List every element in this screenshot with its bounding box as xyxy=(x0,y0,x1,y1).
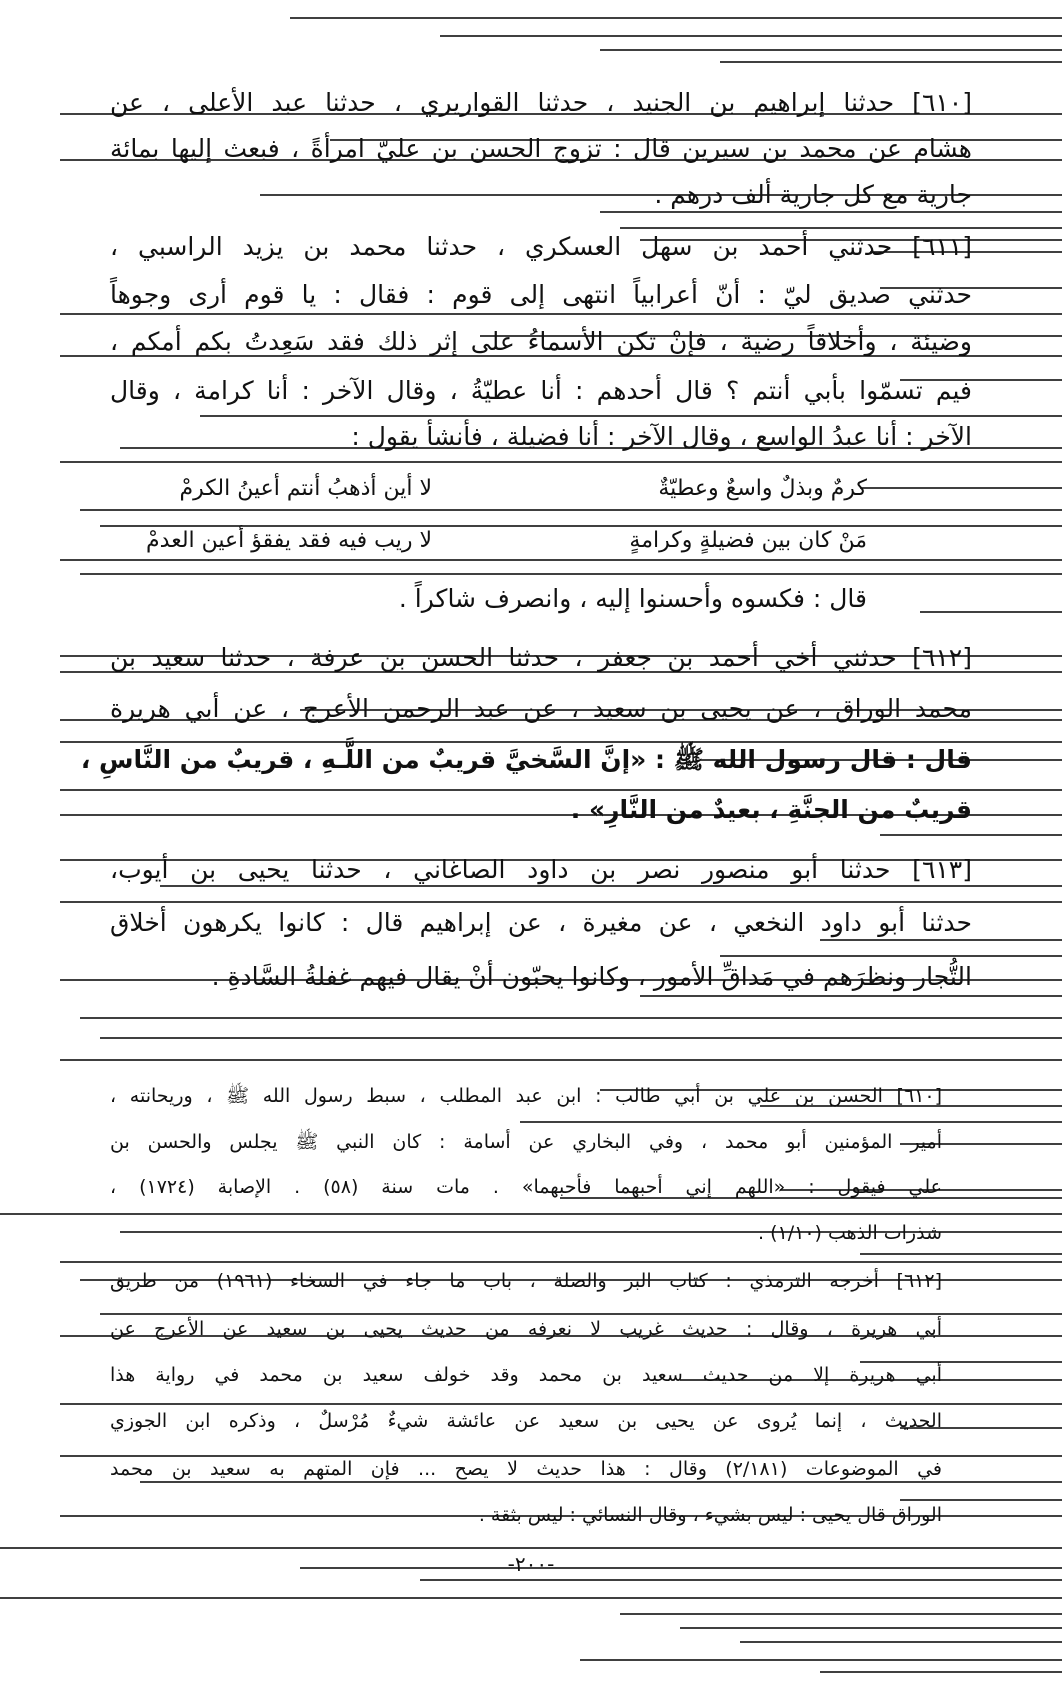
text-line: قال : قال رسول الله ﷺ : «إنَّ السَّخيَّ قريبٌ من اللَّـهِ ، قريبٌ من النَّاسِ ، xyxy=(80,745,972,774)
text-line: [٦١٠] حدثنا إبراهيم بن الجنيد ، حدثنا القواريري ، حدثنا عبد الأعلى ، عن xyxy=(110,88,972,117)
footnote-line: علي فيقول : «اللهم إني أحبهما فأحبهما» . مات سنة (٥٨) . الإصابة (١٧٢٤) ، xyxy=(110,1176,942,1198)
verse-hemistich: لا ريب فيه فقد يفقؤ أعين العدمْ xyxy=(146,528,432,553)
text-line: قريبٌ من الجنَّةِ ، بعيدٌ من النَّارِ» . xyxy=(570,795,972,824)
verse-hemistich: لا أين أذهبُ أنتم أعينُ الكرمْ xyxy=(179,476,432,501)
text-line: [٦١٢] حدثني أخي أحمد بن جعفر ، حدثنا الحسن بن عرفة ، حدثنا سعيد بن xyxy=(110,643,972,672)
footnote-line: في الموضوعات (٢/١٨١) وقال : هذا حديث لا يصح ... فإن المتهم به سعيد بن محمد xyxy=(110,1458,942,1480)
footnote-line: الوراق قال يحيى : ليس بشيء ، وقال النسائي : ليس بثقة . xyxy=(478,1504,942,1526)
footnote-line: أمير المؤمنين أبو محمد ، وفي البخاري عن أسامة : كان النبي ﷺ يجلس والحسن بن xyxy=(110,1131,942,1153)
text-line: الآخر : أنا عبدُ الواسع ، وقال الآخر : أنا فضيلة ، فأنشأ يقول : xyxy=(351,422,972,451)
text-line: حدثني صديق ليّ : أنّ أعرابياً انتهى إلى قوم : فقال : يا قوم أرى وجوهاً xyxy=(110,280,972,309)
footnote-line: أبي هريرة إلا من حديث سعيد بن محمد وقد خولف سعيد بن محمد في رواية هذا xyxy=(110,1364,942,1386)
text-line: جارية مع كل جارية ألف درهم . xyxy=(654,180,972,209)
footnote-line: أبي هريرة ، وقال : حديث غريب لا نعرفه من حديث يحيى بن سعيد عن الأعرج عن xyxy=(110,1318,942,1340)
footnote-line: [٦١٠] الحسن بن علي بن أبي طالب : ابن عبد المطلب ، سبط رسول الله ﷺ ، وريحانته ، xyxy=(110,1085,942,1107)
text-line: [٦١١] حدثني أحمد بن سهل العسكري ، حدثنا محمد بن يزيد الراسبي ، xyxy=(110,232,972,261)
footnote-line: الحديث ، إنما يُروى عن يحيى بن سعيد عن عائشة شيءٌ مُرْسلٌ ، وذكره ابن الجوزي xyxy=(110,1410,942,1432)
text-line: فيم تسمّوا بأبي أنتم ؟ قال أحدهم : أنا عطيّةُ ، وقال الآخر : أنا كرامة ، وقال xyxy=(110,376,972,405)
text-line: حدثنا أبو داود النخعي ، عن مغيرة ، عن إبراهيم قال : كانوا يكرهون أخلاق xyxy=(110,908,972,937)
page-number: -٢٠٠- xyxy=(507,1552,555,1576)
text-line: وضيئة ، وأخلاقاً رضية ، فإنْ تكن الأسماءُ على إثر ذلك فقد سَعِدتُ بكم أمكم ، xyxy=(110,327,972,356)
footnote-line: [٦١٢] أخرجه الترمذي : كتاب البر والصلة ، باب ما جاء في السخاء (١٩٦١) من طريق xyxy=(110,1270,942,1292)
footnote-line: شذرات الذهب (١/١٠) . xyxy=(758,1222,942,1244)
verse-hemistich: مَنْ كان بين فضيلةٍ وكرامةٍ xyxy=(629,528,867,553)
text-line: هشام عن محمد بن سيرين قال : تزوج الحسن بن عليّ امرأةً ، فبعث إليها بمائة xyxy=(110,134,972,163)
text-line: محمد الوراق ، عن يحيى بن سعيد ، عن عبد الرحمن الأعرج ، عن أبي هريرة xyxy=(110,694,972,723)
text-line: التُّجار ونظرَهم في مَداقِّ الأمور ، وكانوا يحبّون أنْ يقال فيهم غفلةُ السَّادةِ . xyxy=(211,962,972,991)
text-line: قال : فكسوه وأحسنوا إليه ، وانصرف شاكراً . xyxy=(398,584,867,613)
text-line: [٦١٣] حدثنا أبو منصور نصر بن داود الصاغاني ، حدثنا يحيى بن أيوب، xyxy=(110,855,972,884)
verse-hemistich: كرمٌ وبذلٌ واسعٌ وعطيّةٌ xyxy=(658,476,867,501)
